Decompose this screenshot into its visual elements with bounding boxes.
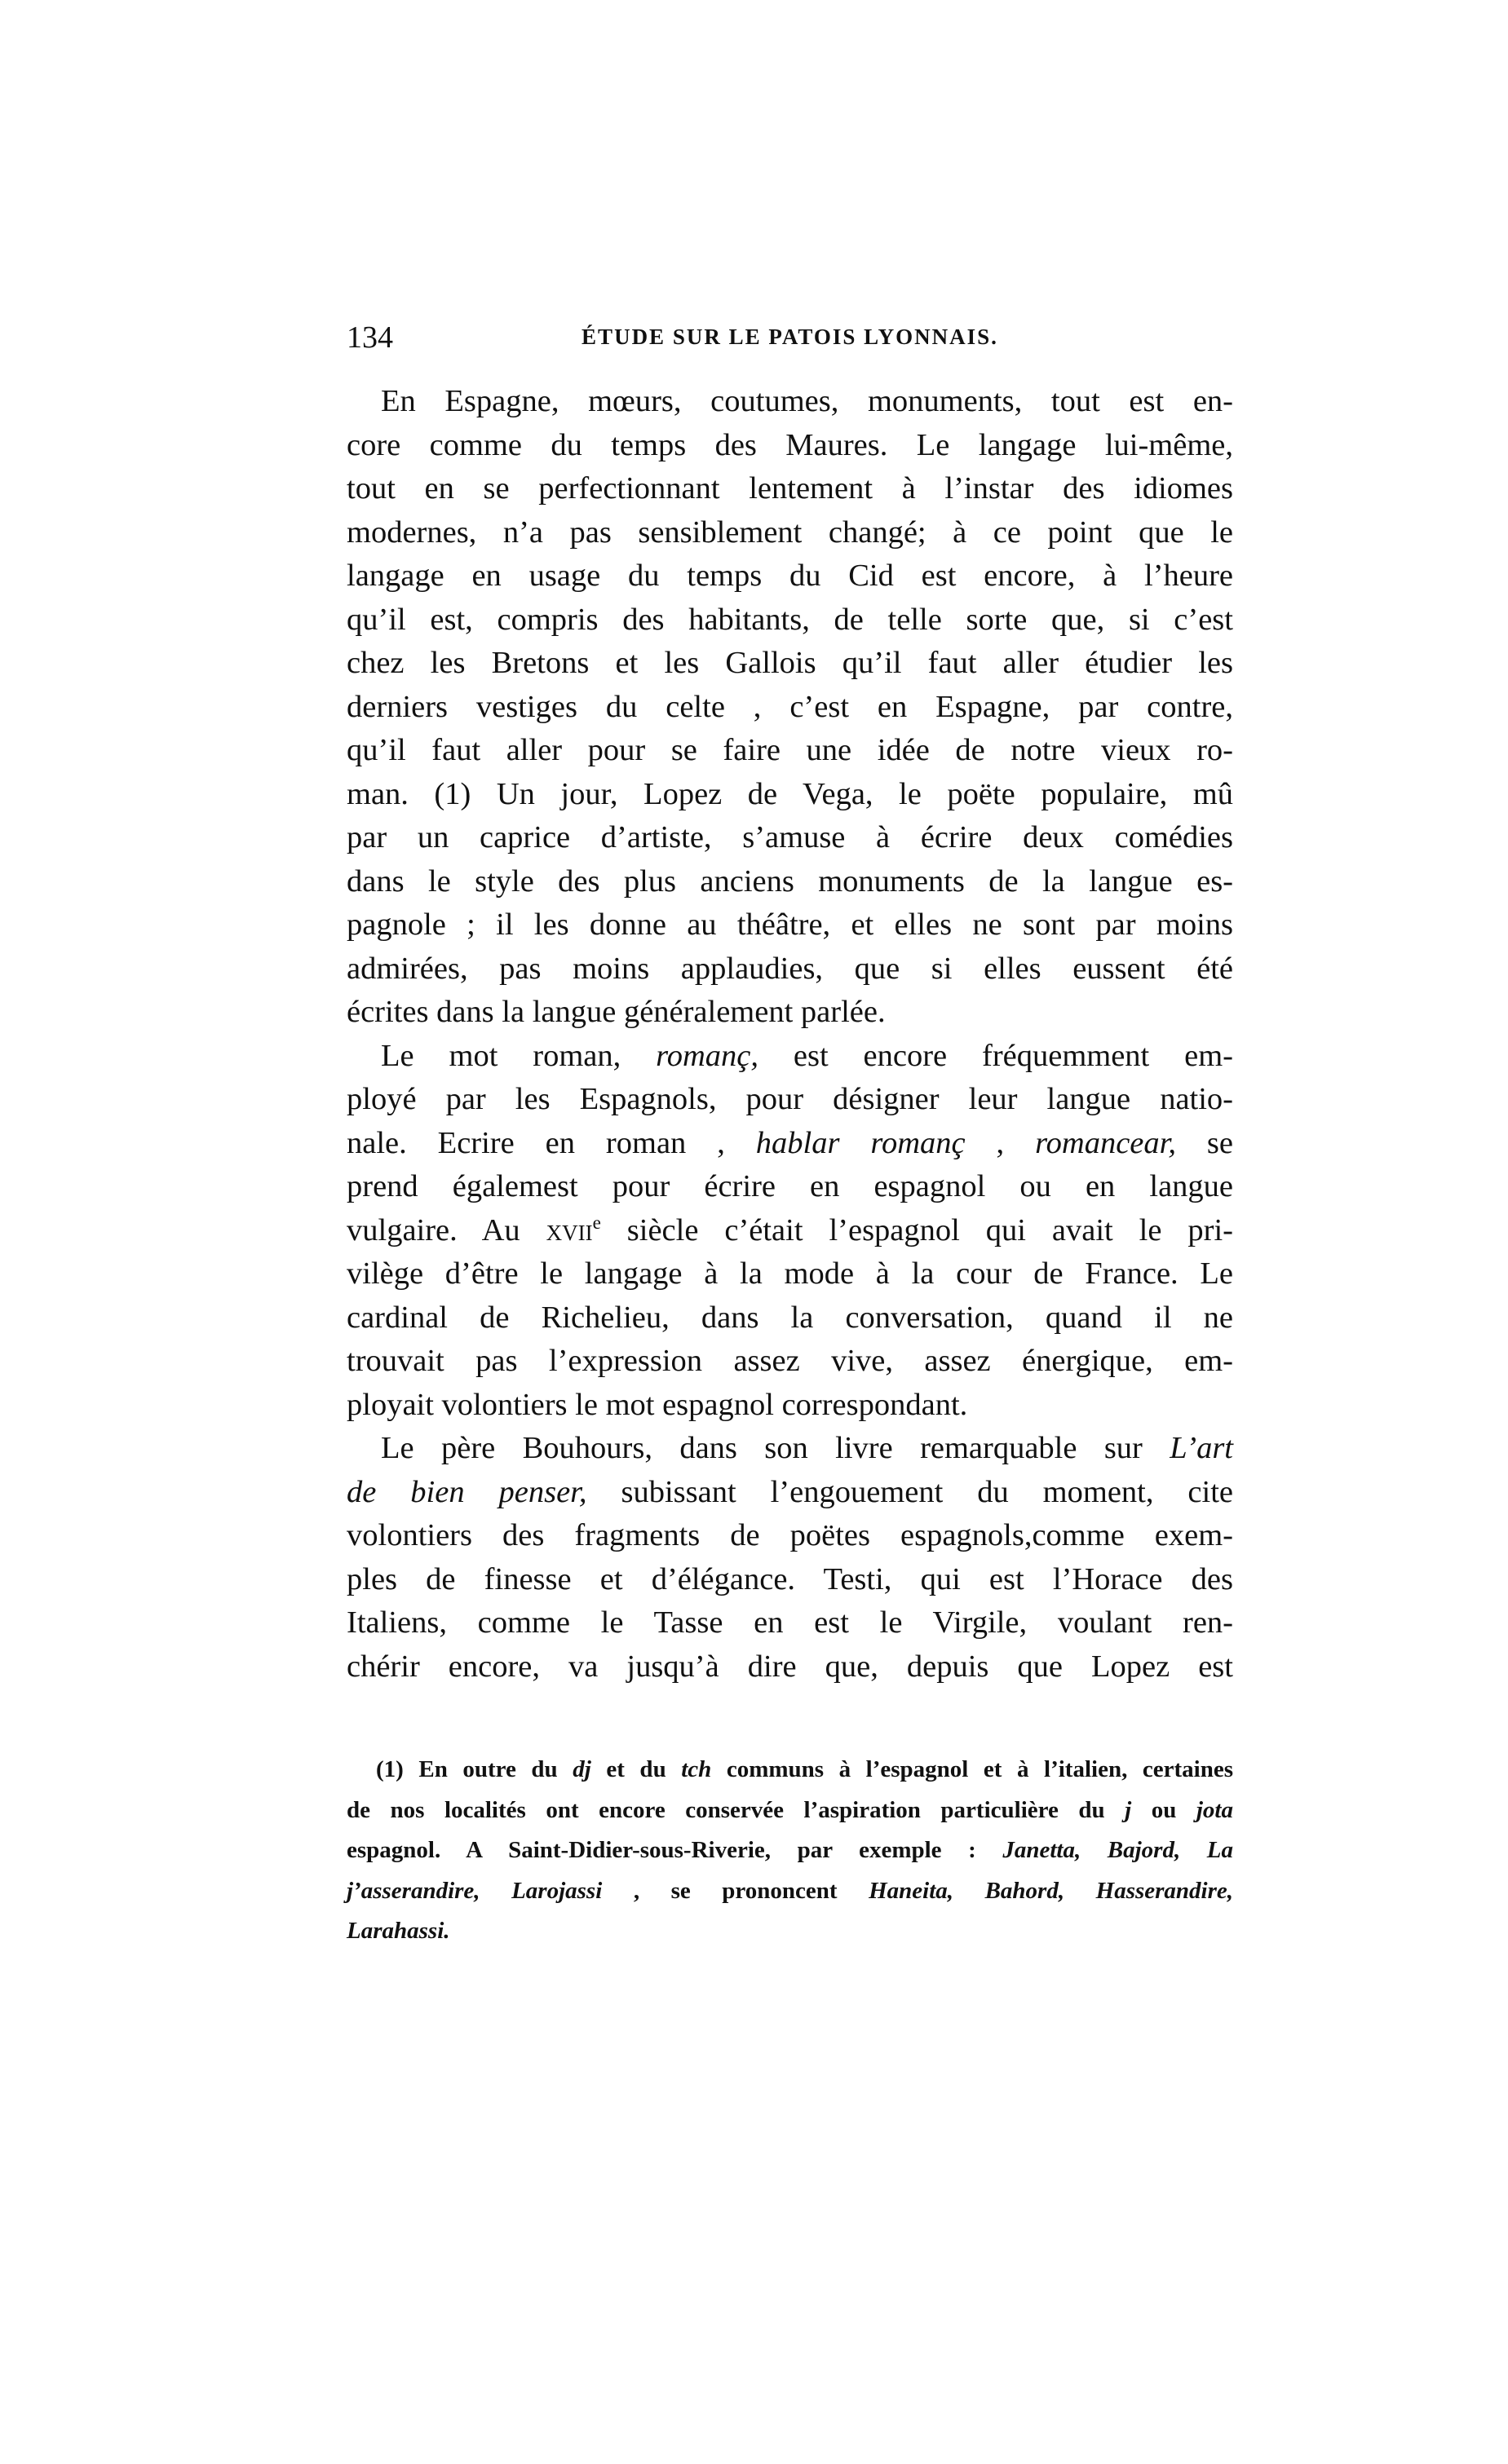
text-line — [347, 903, 1233, 947]
text-line — [347, 511, 1233, 555]
text-line-segment: derniers vestiges du celte , c’est en Espagne, par contre, — [347, 689, 1233, 724]
footnote-line-segment — [480, 1878, 512, 1904]
text-line-segment: , — [965, 1125, 1036, 1160]
footnote-line — [347, 1750, 1233, 1791]
footnote-line-segment: Bajord, — [1107, 1837, 1181, 1863]
text-line-segment: chérir encore, va jusqu’à dire que, depuis que Lopez est — [347, 1649, 1233, 1684]
footnote-line-segment — [1064, 1878, 1096, 1904]
text-line-segment: hablar romanç — [755, 1125, 966, 1160]
footnote-line-segment: espagnol. A Saint-Didier-sous-Riverie, par exemple : — [347, 1837, 1003, 1863]
footnote-line-segment: Hasserandire, — [1095, 1877, 1234, 1904]
text-line-segment: romanç, — [656, 1038, 758, 1073]
text-line — [347, 773, 1233, 817]
text-line-segment: cardinal de Richelieu, dans la conversation, quand il ne — [347, 1300, 1233, 1335]
text-line — [347, 816, 1233, 860]
text-line-segment: man. (1) Un jour, Lopez de Vega, le poëte populaire, mû — [347, 776, 1233, 811]
footnote-line-segment: j — [1125, 1796, 1132, 1823]
footnote-line — [347, 1911, 1233, 1952]
text-line-segment: est encore fréquemment em- — [758, 1038, 1233, 1073]
text-line — [347, 598, 1233, 642]
footnote-line-segment: (1) En outre du — [376, 1756, 573, 1782]
text-line — [347, 424, 1233, 468]
text-line-segment: vilège d’être le langage à la mode à la cour de France. Le — [347, 1256, 1233, 1291]
footnote-line-segment: Larojassi — [511, 1877, 603, 1904]
text-line-segment: nale. Ecrire en roman , — [347, 1125, 756, 1160]
text-line-segment: vulgaire. Au — [347, 1212, 546, 1247]
footnote-line-segment: de nos localités ont encore conservée l’aspiration particulière du — [347, 1796, 1125, 1823]
text-line-segment: prend égalemest pour écrire en espagnol ou en langue — [347, 1169, 1233, 1203]
footnote-line-segment: Janetta, — [1002, 1837, 1081, 1863]
footnote-line-segment: Haneita, — [869, 1877, 954, 1904]
footnote-line-segment — [953, 1878, 985, 1904]
text-line-segment: se — [1175, 1125, 1233, 1160]
text-line — [347, 554, 1233, 598]
text-line-segment: En Espagne, mœurs, coutumes, monuments, tout est en- — [381, 384, 1233, 418]
text-line-segment: Italiens, comme le Tasse en est le Virgile, voulant ren- — [347, 1605, 1233, 1640]
footnote-line-segment: , se prononcent — [602, 1877, 869, 1904]
footnote-line — [347, 1830, 1233, 1871]
text-line-segment: ployé par les Espagnols, pour désigner leur langue natio- — [347, 1082, 1233, 1116]
footnote-line-segment: Larahassi. — [347, 1918, 450, 1944]
text-line — [347, 991, 1233, 1035]
body-text — [347, 380, 1233, 1689]
text-line-segment: dans le style des plus anciens monuments de la langue es- — [347, 863, 1233, 899]
page-header — [347, 320, 1233, 359]
footnote-line-segment: La — [1206, 1837, 1233, 1863]
text-line-segment: core comme du temps des Maures. Le langage lui-même, — [347, 427, 1233, 462]
footnote-line-segment: et du — [590, 1756, 682, 1782]
text-line-segment: de bien penser, — [347, 1474, 587, 1509]
footnote-line-segment: ou — [1131, 1796, 1196, 1823]
text-line — [347, 686, 1233, 730]
text-line-segment: xvii — [546, 1212, 593, 1247]
text-line-segment: par un caprice d’artiste, s’amuse à écrire deux comédies — [347, 820, 1233, 854]
text-line — [347, 860, 1233, 904]
footnote-line — [347, 1791, 1233, 1831]
footnote-line-segment: tch — [681, 1756, 712, 1782]
text-line-segment: tout en se perfectionnant lentement à l’instar des idiomes — [347, 471, 1233, 506]
text-line-segment: admirées, pas moins applaudies, que si elles eussent été — [347, 951, 1233, 986]
text-line — [347, 1340, 1233, 1384]
text-line — [347, 1514, 1233, 1558]
footnote-line-segment: communs à l’espagnol et à l’italien, certaines — [711, 1756, 1233, 1782]
text-line — [347, 1209, 1233, 1253]
text-line-segment: écrites dans la langue généralement parlée. — [347, 995, 886, 1029]
text-line-segment: qu’il est, compris des habitants, de telle sorte que, si c’est — [347, 602, 1233, 637]
text-line-segment: langage en usage du temps du Cid est encore, à l’heure — [347, 559, 1233, 593]
footnote-line-segment — [1081, 1837, 1108, 1863]
footnotes — [347, 1750, 1233, 1952]
text-line-segment: romancear, — [1035, 1125, 1176, 1160]
text-line-segment: ples de finesse et d’élégance. Testi, qui est l’Horace des — [347, 1561, 1233, 1596]
text-line-segment: ployait volontiers le mot espagnol correspondant. — [347, 1387, 968, 1422]
text-line — [347, 1122, 1233, 1166]
text-line — [347, 1601, 1233, 1645]
page-number: 134 — [347, 320, 393, 355]
footnote-line-segment: dj — [573, 1756, 591, 1782]
text-line — [347, 1471, 1233, 1515]
text-line-segment: trouvait pas l’expression assez vive, assez énergique, em- — [347, 1344, 1233, 1378]
text-line-segment: subissant l’engouement du moment, cite — [586, 1474, 1234, 1509]
text-line-segment: chez les Bretons et les Gallois qu’il faut aller étudier les — [347, 646, 1233, 680]
text-line — [347, 467, 1233, 511]
running-title: ÉTUDE SUR LE PATOIS LYONNAIS. — [582, 325, 998, 349]
text-line-segment: L’art — [1170, 1431, 1233, 1465]
text-line-segment: e — [592, 1211, 601, 1233]
footnote-line-segment — [1180, 1837, 1207, 1863]
text-line — [347, 1078, 1233, 1122]
text-line — [347, 380, 1233, 424]
text-line — [347, 1558, 1233, 1602]
text-line — [347, 1427, 1233, 1471]
text-line-segment: modernes, n’a pas sensiblement changé; à ce point que le — [347, 514, 1233, 550]
text-line — [347, 729, 1233, 773]
text-line-segment: volontiers des fragments de poëtes espagnols,comme exem- — [347, 1518, 1233, 1552]
text-line — [347, 1165, 1233, 1209]
text-line-segment: siècle c’était l’espagnol qui avait le pri- — [600, 1212, 1233, 1247]
text-line — [347, 1384, 1233, 1428]
text-line-segment: Le mot roman, — [381, 1038, 657, 1073]
text-line-segment: Le père Bouhours, dans son livre remarquable sur — [381, 1431, 1170, 1465]
footnote-line-segment: j’asserandire, — [347, 1877, 480, 1904]
text-line — [347, 1035, 1233, 1079]
text-line — [347, 1252, 1233, 1296]
footnote-line — [347, 1871, 1233, 1912]
text-line — [347, 642, 1233, 686]
footnote-line-segment: jota — [1196, 1796, 1233, 1823]
text-line — [347, 1645, 1233, 1689]
footnote-line-segment: Bahord, — [984, 1877, 1065, 1904]
text-line — [347, 1296, 1233, 1340]
text-line-segment: qu’il faut aller pour se faire une idée de notre vieux ro- — [347, 733, 1233, 767]
text-line-segment: pagnole ; il les donne au théâtre, et elles ne sont par moins — [347, 907, 1233, 942]
text-line — [347, 947, 1233, 991]
